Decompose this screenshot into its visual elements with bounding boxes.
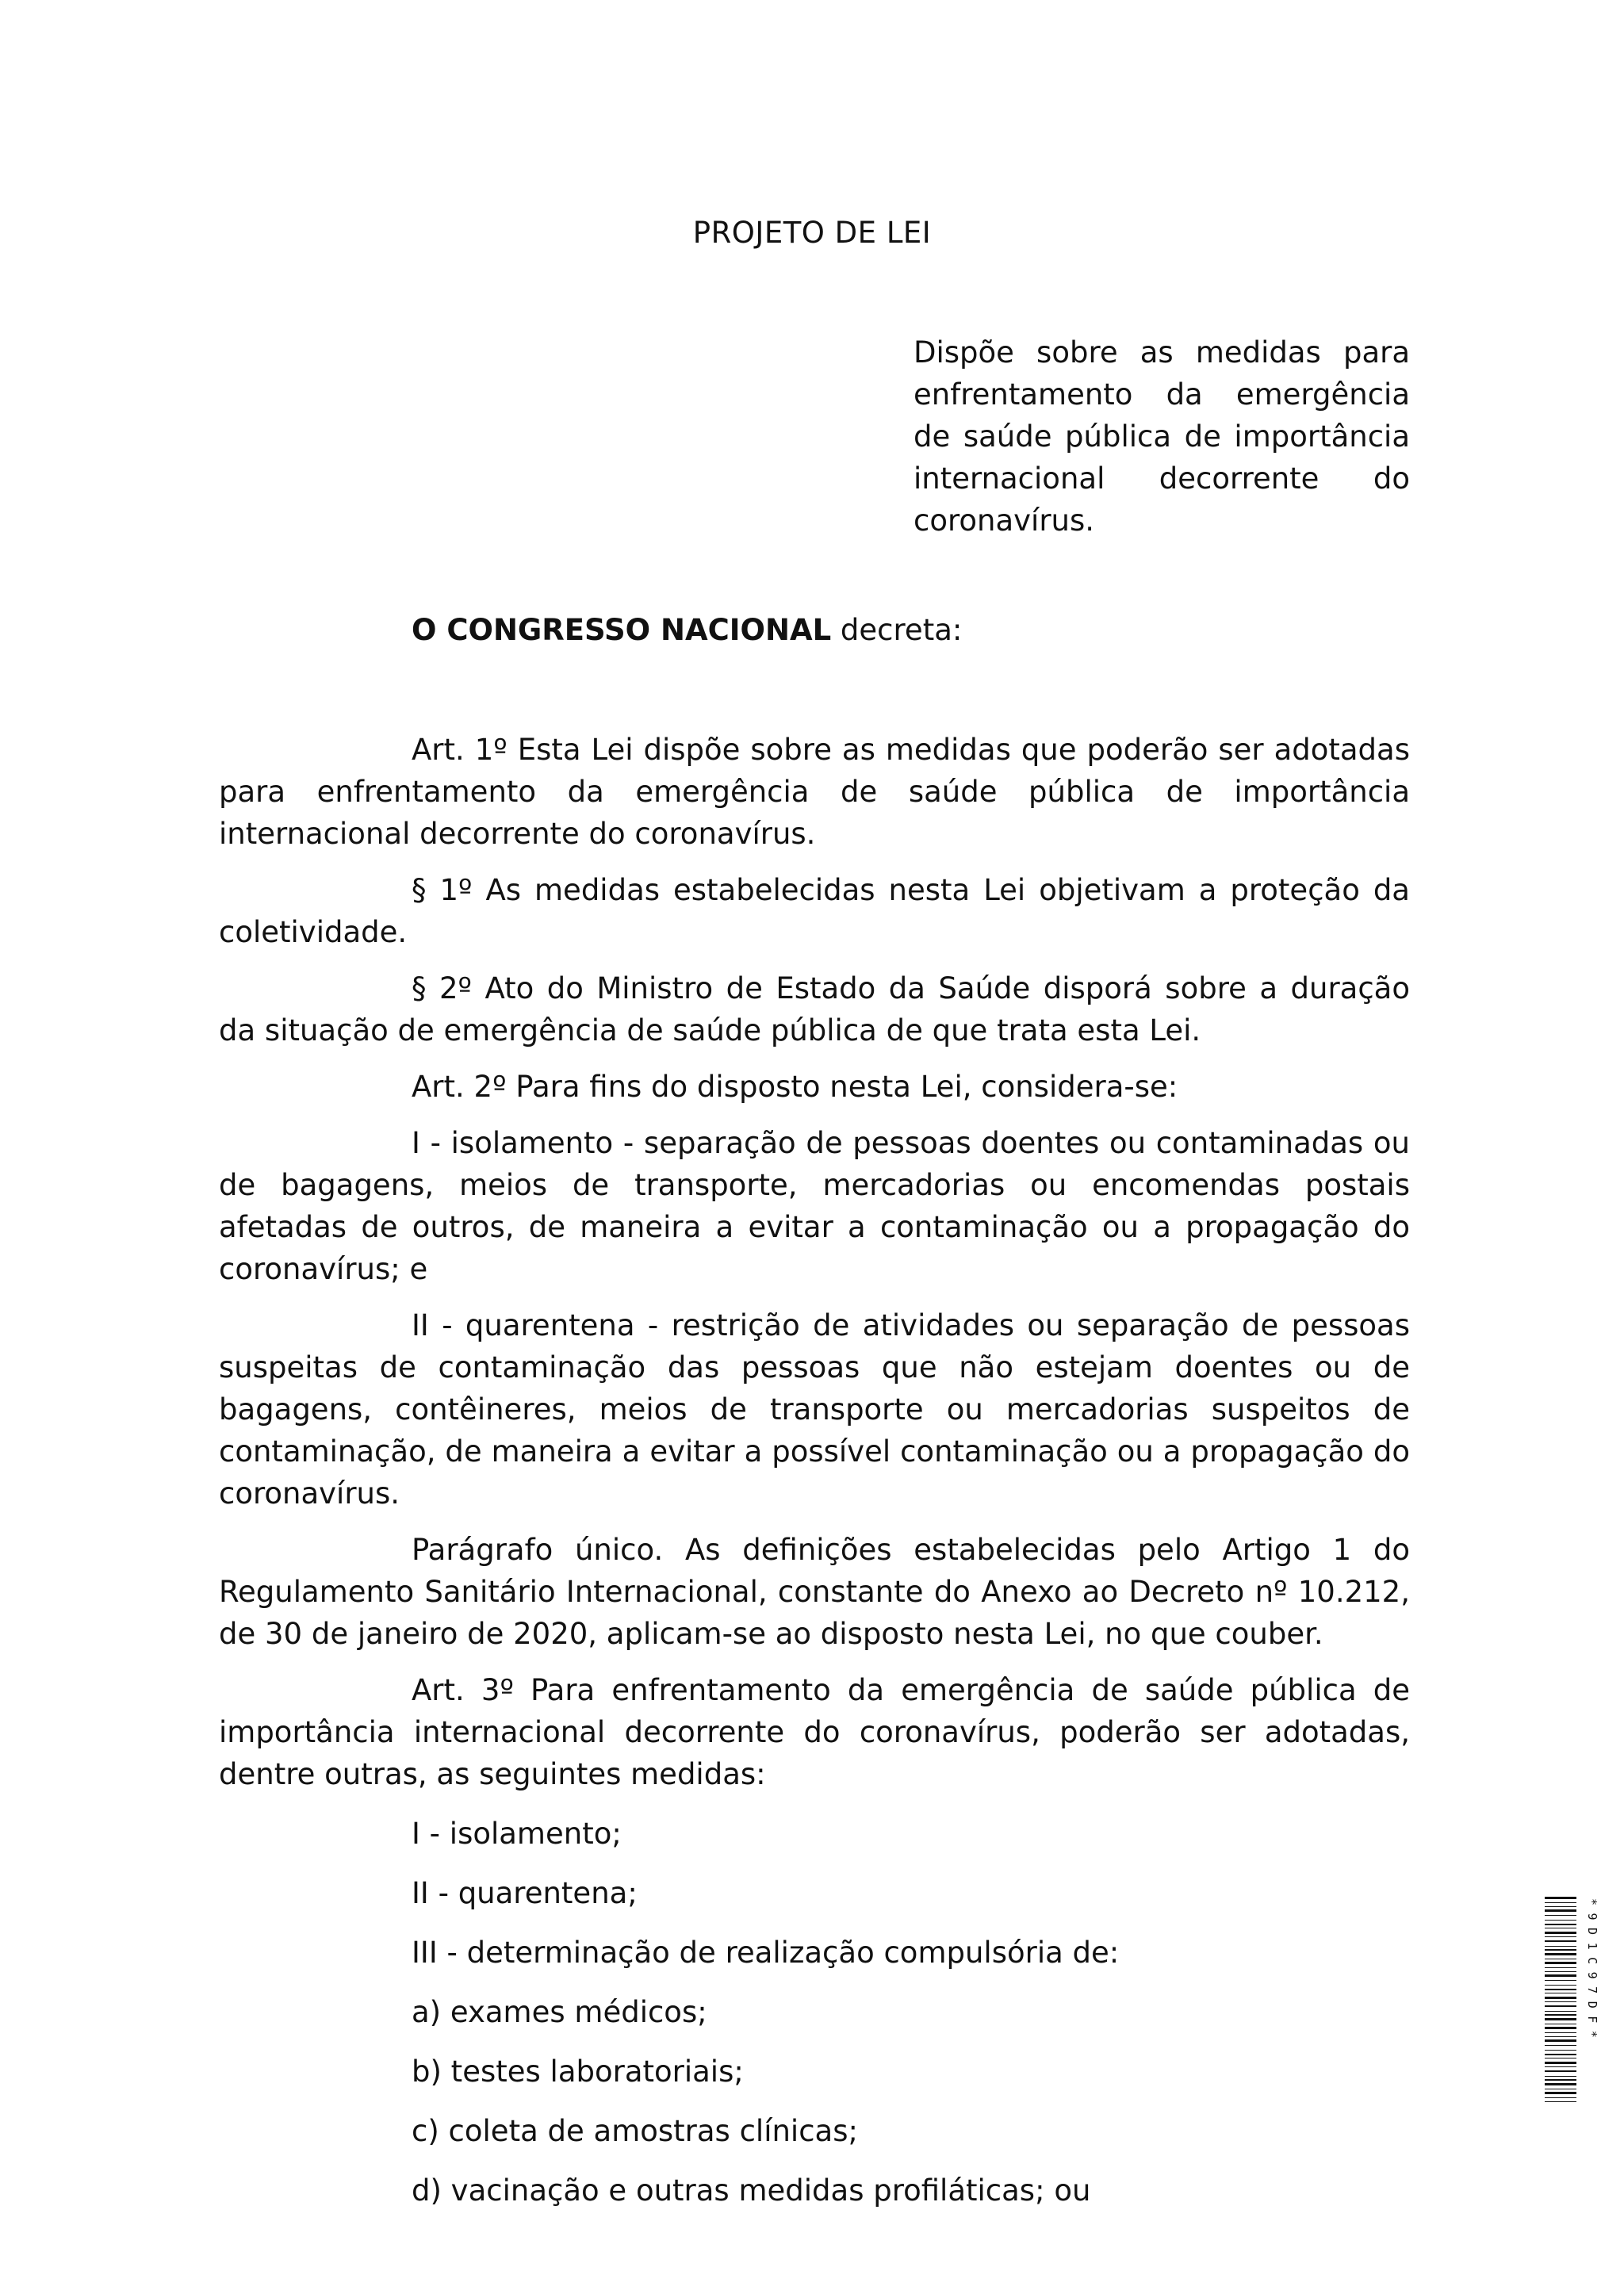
- barcode-bar: [1545, 2083, 1576, 2085]
- article-2: Art. 2º Para fins do disposto nesta Lei, considera-se:: [412, 1070, 1178, 1104]
- barcode-bar: [1545, 1962, 1576, 1964]
- barcode-bar: [1545, 1920, 1576, 1921]
- barcode-bar: [1545, 2011, 1576, 2012]
- barcode-bar: [1545, 2076, 1576, 2077]
- list-item: b) testes laboratoriais;: [412, 2055, 744, 2089]
- ementa-line: de saúde pública de importância: [914, 419, 1410, 454]
- barcode-bar: [1545, 1924, 1576, 1925]
- barcode-bar: [1545, 1967, 1576, 1968]
- barcode-bar: [1545, 2005, 1576, 2007]
- enacting-clause-bold: O CONGRESSO NACIONAL: [412, 613, 832, 647]
- barcode-bar: [1545, 2001, 1576, 2002]
- barcode-bar: [1545, 2018, 1576, 2020]
- list-item: c) coleta de amostras clínicas;: [412, 2114, 858, 2148]
- barcode-bar: [1545, 1946, 1576, 1947]
- barcode-text: *9D1C97DF*: [1585, 1898, 1599, 2046]
- article-2-item-2: II - quarentena - restrição de atividades ou separação de pessoas suspeitas de contaminação das pessoas que não estejam doentes ou de bagagens, contêineres, meios de transporte ou mercadorias suspeitos de contaminação, de maneira a evitar a possível contaminação ou a propagação do coronavírus.: [219, 1308, 1410, 1511]
- barcode-bar: [1545, 1989, 1576, 1990]
- list-item: II - quarentena;: [412, 1876, 638, 1910]
- barcode-bar: [1545, 2036, 1576, 2037]
- ementa-line: Dispõe sobre as medidas para: [914, 335, 1410, 370]
- barcode-bar: [1545, 2032, 1576, 2033]
- barcode-bar: [1545, 2014, 1576, 2016]
- document-title: PROJETO DE LEI: [692, 216, 932, 250]
- barcode-bar: [1545, 1974, 1576, 1977]
- enacting-clause: [412, 609, 1410, 651]
- ementa-line: coronavírus.: [914, 504, 1095, 538]
- barcode-bar: [1545, 2092, 1576, 2094]
- barcode-bar: [1545, 1902, 1576, 1903]
- barcode-bar: [1545, 1985, 1576, 1986]
- barcode-bar: [1545, 1897, 1576, 1899]
- barcode-bar: [1545, 2045, 1576, 2046]
- article-1-paragraph-2: § 2º Ato do Ministro de Estado da Saúde disporá sobre a duração da situação de emergência de saúde pública de que trata esta Lei.: [219, 971, 1410, 1047]
- list-item: I - isolamento;: [412, 1817, 622, 1851]
- barcode-bar: [1545, 1949, 1576, 1951]
- barcode-bar: [1545, 2097, 1576, 2098]
- barcode-bar: [1545, 1980, 1576, 1981]
- barcode-bar: [1545, 2062, 1576, 2064]
- barcode-bar: [1545, 1936, 1576, 1937]
- barcode-bar: [1545, 2079, 1576, 2081]
- ementa-line: enfrentamento da emergência: [914, 377, 1410, 412]
- barcode-bar: [1545, 2101, 1576, 2102]
- ementa: [914, 331, 1410, 542]
- barcode-bar: [1545, 1953, 1576, 1955]
- list-item: d) vacinação e outras medidas profiláticas; ou: [412, 2173, 1091, 2208]
- barcode-bar: [1545, 2066, 1576, 2067]
- barcode-bar: [1545, 1909, 1576, 1912]
- barcode-stamp: [1545, 1897, 1599, 2104]
- barcode-bar: [1545, 1932, 1576, 1934]
- list-item: III - determinação de realização compulsória de:: [412, 1936, 1120, 1970]
- barcode-bar: [1545, 2054, 1576, 2055]
- ementa-line: internacional decorrente do: [914, 461, 1410, 496]
- barcode-bar: [1545, 2070, 1576, 2072]
- article-2-sole-paragraph: Parágrafo único. As definições estabelecidas pelo Artigo 1 do Regulamento Sanitário Internacional, constante do Anexo ao Decreto nº 10.212, de 30 de janeiro de 2020, aplicam-se ao disposto nesta Lei, no que couber.: [219, 1533, 1410, 1651]
- article-3: Art. 3º Para enfrentamento da emergência de saúde pública de importância internacional decorrente do coronavírus, poderão ser adotadas, dentre outras, as seguintes medidas:: [219, 1673, 1410, 1791]
- list-item: a) exames médicos;: [412, 1995, 707, 2029]
- barcode-bar: [1545, 1906, 1576, 1907]
- document-body: [219, 609, 1410, 2229]
- barcode-bar: [1545, 1971, 1576, 1972]
- article-1-paragraph-1: § 1º As medidas estabelecidas nesta Lei objetivam a proteção da coletividade.: [219, 873, 1410, 949]
- barcode-bar: [1545, 1940, 1576, 1942]
- article-2-item-1: I - isolamento - separação de pessoas doentes ou contaminadas ou de bagagens, meios de transporte, mercadorias ou encomendas postais afetadas de outros, de maneira a evitar a contaminação ou a propagação do coronavírus; e: [219, 1126, 1410, 1286]
- barcode-bar: [1545, 2050, 1576, 2051]
- barcode-bar: [1545, 2039, 1576, 2042]
- enacting-clause-rest: decreta:: [831, 613, 963, 647]
- barcode-bar: [1545, 1915, 1576, 1916]
- barcode-bars: [1545, 1897, 1576, 2102]
- article-1: Art. 1º Esta Lei dispõe sobre as medidas que poderão ser adotadas para enfrentamento da emergência de saúde pública de importância internacional decorrente do coronavírus.: [219, 733, 1410, 851]
- barcode-bar: [1545, 1997, 1576, 1999]
- barcode-bar: [1545, 2027, 1576, 2029]
